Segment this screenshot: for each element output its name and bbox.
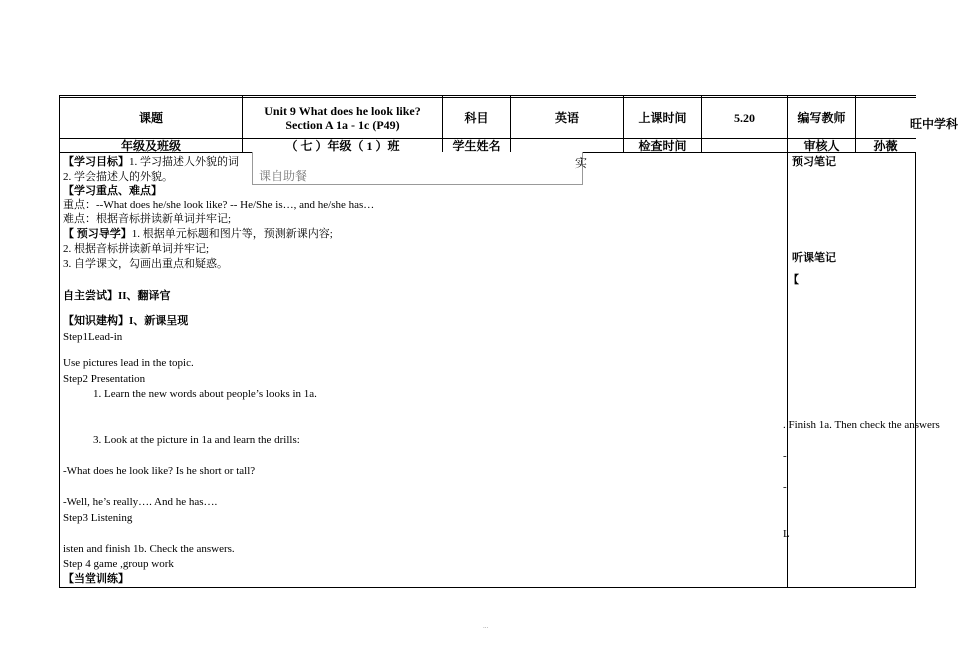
list-item: Step3 Listening xyxy=(63,512,133,524)
editor-value: 旺中学科 xyxy=(910,117,958,131)
reviewer-value: 孙薇 xyxy=(873,138,898,153)
sidebar-dash-2: - xyxy=(783,481,787,493)
topic-label: 课题 xyxy=(138,111,163,125)
list-item: Step2 Presentation xyxy=(63,373,146,385)
list-item: 重点：--What does he/she look like? -- He/She is…, and he/she has… xyxy=(63,199,375,211)
list-item: 2. 根据音标拼读新单词并牢记; xyxy=(63,243,210,255)
student-label: 学生姓名 xyxy=(452,138,501,153)
list-item: 【知识建构】I、新课呈现 xyxy=(63,315,189,327)
grade-label: 年级及班级 xyxy=(120,138,181,153)
list-item: Use pictures lead in the topic. xyxy=(63,357,194,369)
check-time-label: 检查时间 xyxy=(638,138,687,153)
class-notes-heading: 听课笔记 xyxy=(792,252,836,264)
list-item: 难点：根据音标拼读新单词并牢记; xyxy=(63,213,232,225)
sidebar-finish-text: . Finish 1a. Then check the answers xyxy=(783,419,940,431)
table-right-border xyxy=(915,152,916,588)
preview-notes-heading: 预习笔记 xyxy=(792,156,836,168)
table-left-border xyxy=(59,95,60,588)
list-item: -What does he look like? Is he short or tall? xyxy=(63,465,256,477)
class-time-label: 上课时间 xyxy=(638,111,687,125)
list-item: 3. Look at the picture in 1a and learn the drills: xyxy=(93,434,300,446)
list-item: 【 预习导学】1. 根据单元标题和图片等，预测新课内容; xyxy=(63,228,333,240)
topic-value xyxy=(243,98,442,138)
list-item: -Well, he’s really…. And he has…. xyxy=(63,496,218,508)
topic-line-2: Section A 1a - 1c (P49) xyxy=(285,118,400,132)
list-item: isten and finish 1b. Check the answers. xyxy=(63,543,235,555)
subject-label: 科目 xyxy=(464,111,489,125)
sidebar-dash-1: - xyxy=(783,450,787,462)
floating-text-box xyxy=(252,152,588,185)
list-item: 【当堂训练】 xyxy=(63,573,129,585)
overlay-text: 课自助餐 xyxy=(259,169,308,183)
subject-value: 英语 xyxy=(554,111,579,125)
list-item: Step 4 game ,group work xyxy=(63,558,174,570)
sidebar-bracket: 【 xyxy=(788,274,799,286)
col-sep-6 xyxy=(787,95,788,588)
reviewer-label: 审核人 xyxy=(803,138,840,153)
grade-value: （ 七 ）年级（ 1 ）班 xyxy=(285,138,400,153)
list-item: 【学习重点、难点】 xyxy=(63,185,162,197)
topic-line-1: Unit 9 What does he look like? xyxy=(264,104,421,118)
list-item: 1. Learn the new words about people’s looks in 1a. xyxy=(93,388,317,400)
footer-mark: ... xyxy=(483,622,489,630)
list-item: 自主尝试】II、翻译官 xyxy=(63,290,171,302)
list-item: 【学习目标】1. 学习描述人外貌的词 xyxy=(63,156,239,168)
list-item: 3. 自学课文，勾画出重点和疑惑。 xyxy=(63,258,228,270)
class-time-value: 5.20 xyxy=(734,111,755,125)
sidebar-letter-l: L xyxy=(783,528,790,540)
list-item: 2. 学会描述人的外貌。 xyxy=(63,171,173,183)
list-item: Step1Lead-in xyxy=(63,331,123,343)
overlay-trailing: 实 xyxy=(575,156,588,170)
editor-label: 编写教师 xyxy=(797,111,846,125)
